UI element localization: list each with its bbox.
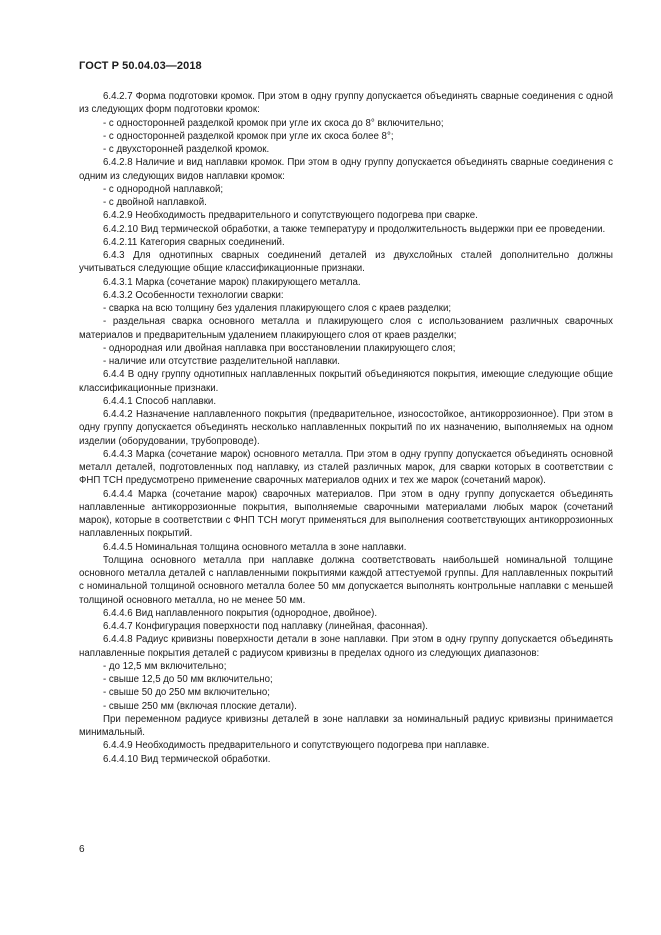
paragraph-6-4-4-5: 6.4.4.5 Номинальная толщина основного металла в зоне наплавки. [103,541,407,553]
list-item: - свыше 12,5 до 50 мм включительно; [103,674,273,685]
list-item: - с однородной наплавкой; [103,183,224,195]
paragraph-6-4-3: 6.4.3 Для однотипных сварных соединений деталей из двухслойных сталей дополнительно должны учитываться следующие общие классификационные признаки. [79,250,613,275]
paragraph-6-4-4-3: 6.4.4.3 Марка (сочетание марок) основного металла. При этом в одну группу допускается объединять основной металл деталей, подготовленных под наплавку, из сталей различных марок, для сварки которых в соответствии с ФНП ТСН предусмотрено применение сварочных материалов одних и тех же марок (сочетаний марок). [79,448,613,487]
paragraph-6-4-4-1: 6.4.4.1 Способ наплавки. [103,395,217,407]
paragraph-6-4-4-6: 6.4.4.6 Вид наплавленного покрытия (однородное, двойное). [103,607,378,619]
list-item: - до 12,5 мм включительно; [103,660,227,672]
paragraph-6-4-4-8: 6.4.4.8 Радиус кривизны поверхности детали в зоне наплавки. При этом в одну группу допускается объединять наплавленные покрытия деталей с радиусом кривизны в пределах одного из следующих диапазонов: [79,634,613,659]
paragraph-6-4-2-7: 6.4.2.7 Форма подготовки кромок. При этом в одну группу допускается объединять сварные соединения с одной из следующих форм подготовки кромок: [79,91,613,116]
paragraph-6-4-2-10: 6.4.2.10 Вид термической обработки, а также температуру и продолжительность выдержки при ее проведении. [103,223,606,235]
document-body [79,90,613,766]
list-item: - с двойной наплавкой. [103,197,207,208]
list-item: - с двухсторонней разделкой кромок. [103,144,270,155]
paragraph-thickness: Толщина основного металла при наплавке должна соответствовать наибольшей номинальной толщине основного металла деталей с наплавленными покрытиями каждой аттестуемой группы. Для наплавленных покрытий с номинальной толщиной основного металла более 50 мм допускается выполнять контрольные наплавки с меньшей толщиной основного металла, но не менее 50 мм. [79,554,613,606]
paragraph-6-4-2-9: 6.4.2.9 Необходимость предварительного и сопутствующего подогрева при сварке. [103,210,478,222]
paragraph-6-4-4-9: 6.4.4.9 Необходимость предварительного и сопутствующего подогрева при наплавке. [103,740,490,752]
list-item: - свыше 50 до 250 мм включительно; [103,687,270,699]
list-item: - сварка на всю толщину без удаления плакирующего слоя с краев разделки; [103,303,452,314]
paragraph-6-4-3-2: 6.4.3.2 Особенности технологии сварки: [103,289,284,301]
page-number: 6 [79,844,85,855]
paragraph-6-4-2-11: 6.4.2.11 Категория сварных соединений. [103,236,285,248]
paragraph-6-4-4-2: 6.4.4.2 Назначение наплавленного покрытия (предварительное, износостойкое, антикоррозионное). При этом в одну группу допускается объединять несколько наплавленных покрытий по их назначению, выполняемых на одном изделии (оборудовании, трубопроводе). [79,409,613,447]
paragraph-variable-radius: При переменном радиусе кривизны деталей в зоне наплавки за номинальный радиус кривизны принимается минимальный. [79,713,613,738]
document-header-standard-id: ГОСТ Р 50.04.03—2018 [79,60,202,72]
list-item: - свыше 250 мм (включая плоские детали). [103,700,297,712]
paragraph-6-4-4-4: 6.4.4.4 Марка (сочетание марок) сварочных материалов. При этом в одну группу допускается объединять наплавленные антикоррозионные покрытия, выполняемые сварочными материалами любых марок (сочетаний марок), которые в соответствии с ФНП ТСН могут применяться для выполнения соответствующих антикоррозионных наплавленных покрытий. [79,488,613,540]
list-item: - однородная или двойная наплавка при восстановлении плакирующего слоя; [103,342,456,354]
list-item: - наличие или отсутствие разделительной наплавки. [103,356,340,367]
list-item: - с односторонней разделкой кромок при угле их скоса более 8°; [103,130,394,142]
paragraph-6-4-4-7: 6.4.4.7 Конфигурация поверхности под наплавку (линейная, фасонная). [103,621,428,632]
list-item: - с односторонней разделкой кромок при угле их скоса до 8° включительно; [103,117,444,129]
paragraph-6-4-4: 6.4.4 В одну группу однотипных наплавленных покрытий объединяются покрытия, имеющие следующие общие классификационные признаки. [79,369,613,394]
paragraph-6-4-2-8: 6.4.2.8 Наличие и вид наплавки кромок. При этом в одну группу допускается объединять сварные соединения с одним из следующих видов наплавки кромок: [79,157,613,182]
paragraph-6-4-4-10: 6.4.4.10 Вид термической обработки. [103,753,271,765]
list-item: - раздельная сварка основного металла и плакирующего слоя с использованием различных сварочных материалов и предварительным удалением плакирующего слоя от краев разделки; [79,316,613,341]
paragraph-6-4-3-1: 6.4.3.1 Марка (сочетание марок) плакирующего металла. [103,276,361,288]
